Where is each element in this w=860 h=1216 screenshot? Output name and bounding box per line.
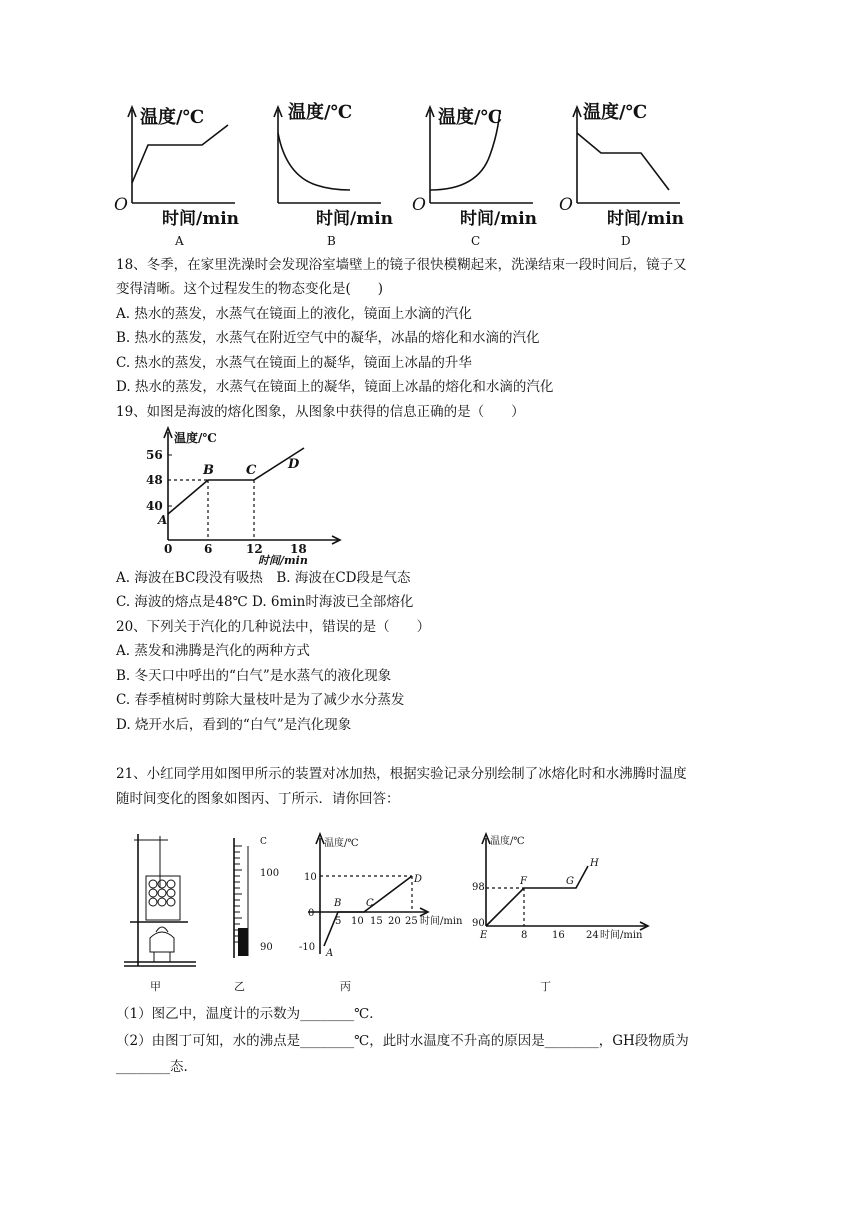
q21-figures-svg <box>116 826 676 996</box>
q20-option-c: C. 春季植树时剪除大量枝叶是为了减少水分蒸发 <box>116 692 405 708</box>
graph-d-ylabel: 温度/℃ <box>583 102 648 123</box>
graph-d-xlabel: 时间/min <box>607 209 685 229</box>
graph-ding-label-f: F <box>520 876 527 887</box>
graph-ding-ytick-90: 90 <box>472 918 485 929</box>
q18-option-d: D. 热水的蒸发，水蒸气在镜面上的凝华，镜面上冰晶的熔化和水滴的汽化 <box>116 379 554 395</box>
q19-xtick-6: 6 <box>204 542 213 556</box>
graph-a-origin: O <box>114 195 128 215</box>
graph-d-origin: O <box>559 195 573 215</box>
q19-label-c: C <box>246 463 257 478</box>
graph-bing-xtick-5: 5 <box>335 916 342 927</box>
graph-bing-xtick-25: 25 <box>405 916 418 927</box>
graph-ding-xlabel: 时间/min <box>600 930 643 941</box>
graph-bing-label-a: A <box>326 948 334 959</box>
graph-c-ylabel: 温度/℃ <box>438 107 503 128</box>
q19-label-a: A <box>158 513 168 527</box>
graph-ding-xtick-16: 16 <box>552 930 565 941</box>
caption-c: C <box>471 234 481 248</box>
graph-b <box>274 101 393 229</box>
q19-options-line1: A. 海波在BC段没有吸热 B. 海波在CD段是气态 <box>116 570 411 586</box>
graph-bing-ytick-0: 0 <box>308 908 315 919</box>
caption-yi: 乙 <box>234 980 245 993</box>
q19-label-d: D <box>288 457 300 472</box>
thermometer-mark-100: 100 <box>260 868 280 879</box>
q19-ytick-48: 48 <box>146 473 163 487</box>
graph-a-ylabel: 温度/℃ <box>140 107 205 128</box>
q19-chart-svg <box>140 424 350 566</box>
q20-stem: 20、下列关于汽化的几种说法中，错误的是（ ） <box>116 619 431 635</box>
thermometer-mark-90: 90 <box>260 942 273 953</box>
q20-option-d: D. 烧开水后，看到的“白气”是汽化现象 <box>116 717 352 733</box>
q18-option-c: C. 热水的蒸发，水蒸气在镜面上的凝华，镜面上冰晶的升华 <box>116 355 472 371</box>
top-graphs <box>110 95 710 255</box>
q19-ylabel: 温度/℃ <box>174 431 217 445</box>
graph-d <box>559 101 684 229</box>
graph-bing-label-d: D <box>414 874 423 885</box>
q19-xlabel: 时间/min <box>258 554 308 566</box>
q19-ytick-56: 56 <box>146 448 163 462</box>
graph-c-origin: O <box>412 195 426 215</box>
q21-sub1: （1）图乙中，温度计的示数为________℃． <box>116 1006 383 1022</box>
q18-stem-line2: 变得清晰。这个过程发生的物态变化是( ) <box>116 281 384 297</box>
q19-ytick-40: 40 <box>146 499 163 513</box>
q19-stem: 19、如图是海波的熔化图象，从图象中获得的信息正确的是（ ） <box>116 404 525 420</box>
graph-bing-label-c: C <box>366 898 374 909</box>
graph-bing-ylabel: 温度/℃ <box>324 838 359 849</box>
graph-ding-label-h: H <box>590 858 599 869</box>
q19-xtick-0: 0 <box>164 542 173 556</box>
q20-option-a: A. 蒸发和沸腾是汽化的两种方式 <box>116 643 310 659</box>
graph-c <box>412 106 537 229</box>
graph-a <box>114 106 239 229</box>
apparatus-figure <box>124 834 196 966</box>
caption-bing: 丙 <box>340 980 351 993</box>
graph-ding-ylabel: 温度/℃ <box>490 836 525 847</box>
graph-ding-ytick-98: 98 <box>472 882 485 893</box>
q19-label-b: B <box>203 463 214 478</box>
q19-xtick-12: 12 <box>246 542 263 556</box>
graph-a-xlabel: 时间/min <box>162 209 240 229</box>
graph-bing <box>299 834 463 959</box>
q21-figures <box>116 826 676 996</box>
graph-bing-xtick-10: 10 <box>351 916 364 927</box>
graph-ding-xtick-8: 8 <box>521 930 528 941</box>
caption-b: B <box>327 234 336 248</box>
graph-ding <box>472 834 648 941</box>
q21-sub2-line1: （2）由图丁可知，水的沸点是________℃，此时水温度不升高的原因是________，GH段物质为 <box>116 1033 689 1049</box>
graph-bing-ytick-neg10: -10 <box>299 942 316 953</box>
q21-stem-line2: 随时间变化的图象如图丙、丁所示．请你回答： <box>116 791 400 807</box>
top-graphs-svg <box>110 95 710 255</box>
q19-xtick-18: 18 <box>290 542 307 556</box>
caption-a: A <box>175 234 184 248</box>
graph-bing-label-b: B <box>334 898 342 909</box>
q21-sub2-line2: ________态. <box>116 1059 188 1075</box>
q18-option-b: B. 热水的蒸发，水蒸气在附近空气中的凝华，冰晶的熔化和水滴的汽化 <box>116 330 540 346</box>
graph-ding-xtick-24: 24 <box>586 930 599 941</box>
graph-b-ylabel: 温度/℃ <box>288 102 353 123</box>
thermometer-unit: C <box>260 837 267 847</box>
graph-c-xlabel: 时间/min <box>460 209 538 229</box>
caption-jia: 甲 <box>150 980 161 993</box>
q18-stem-line1: 18、冬季，在家里洗澡时会发现浴室墙壁上的镜子很快模糊起来，洗澡结束一段时间后，镜子又 <box>116 257 687 273</box>
q20-option-b: B. 冬天口中呼出的“白气”是水蒸气的液化现象 <box>116 668 392 684</box>
graph-bing-xtick-20: 20 <box>388 916 401 927</box>
q19-options-line2: C. 海波的熔点是48℃ D. 6min时海波已全部熔化 <box>116 594 414 610</box>
graph-bing-ytick-10: 10 <box>304 872 317 883</box>
graph-bing-xtick-15: 15 <box>370 916 383 927</box>
caption-ding: 丁 <box>540 980 551 993</box>
q19-chart <box>140 424 350 566</box>
q21-stem-line1: 21、小红同学用如图甲所示的装置对冰加热，根据实验记录分别绘制了冰熔化时和水沸腾时温度 <box>116 766 687 782</box>
graph-b-xlabel: 时间/min <box>316 209 394 229</box>
caption-d: D <box>621 234 631 248</box>
graph-ding-label-e: E <box>480 930 488 941</box>
graph-ding-label-g: G <box>566 876 574 887</box>
thermometer-figure <box>234 837 279 958</box>
q18-option-a: A. 热水的蒸发，水蒸气在镜面上的液化，镜面上水滴的汽化 <box>116 306 472 322</box>
graph-bing-xlabel: 时间/min <box>420 916 463 927</box>
